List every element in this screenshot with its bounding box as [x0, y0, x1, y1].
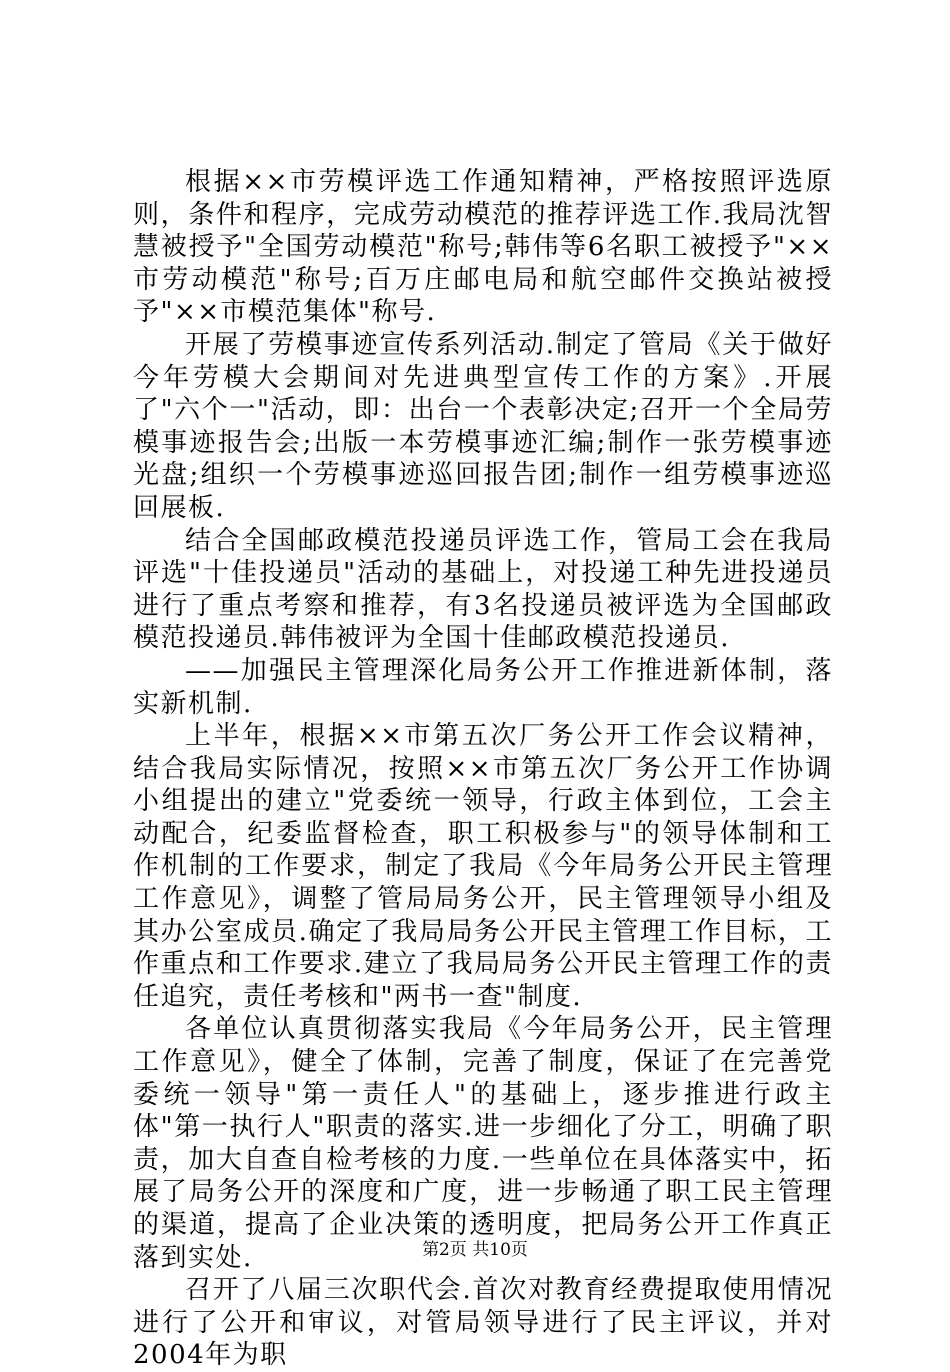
document-body — [133, 166, 833, 1372]
paragraph-model-worker-selection: 根据××市劳模评选工作通知精神，严格按照评选原则，条件和程序，完成劳动模范的推荐评选工作.我局沈智慧被授予"全国劳动模范"称号;韩伟等6名职工被授予"××市劳动模范"称号;百万庄邮电局和航空邮件交换站被授予"××市模范集体"称号. — [133, 167, 833, 328]
page-footer: 第2页 共10页 — [422, 1240, 528, 1260]
paragraph-first-half-year: 上半年，根据××市第五次厂务公开工作会议精神，结合我局实际情况，按照××市第五次厂务公开工作协调小组提出的建立"党委统一领导，行政主体到位，工会主动配合，纪委监督检查，职工积极参与"的领导体制和工作机制的工作要求，制定了我局《今年局务公开民主管理工作意见》，调整了管局局务公开，民主管理领导小组及其办公室成员.确定了我局局务公开民主管理工作目标，工作重点和工作要求.建立了我局局务公开民主管理工作的责任追究，责任考核和"两书一查"制度. — [133, 721, 833, 1012]
paragraph-section-heading: ——加强民主管理深化局务公开工作推进新体制，落实新机制. — [133, 655, 833, 719]
paragraph-units-implementation: 各单位认真贯彻落实我局《今年局务公开，民主管理工作意见》，健全了体制，完善了制度，保证了在完善党委统一领导"第一责任人"的基础上，逐步推进行政主体"第一执行人"职责的落实.进一步细化了分工，明确了职责，加大自查自检考核的力度.一些单位在具体落实中，拓展了局务公开的深度和广度，进一步畅通了职工民主管理的渠道，提高了企业决策的透明度，把局务公开工作真正落到实处. — [133, 1014, 833, 1273]
paragraph-model-worker-publicity: 开展了劳模事迹宣传系列活动.制定了管局《关于做好今年劳模大会期间对先进典型宣传工作的方案》.开展了"六个一"活动，即：出台一个表彰决定;召开一个全局劳模事迹报告会;出版一本劳模事迹汇编;制作一张劳模事迹光盘;组织一个劳模事迹巡回报告团;制作一组劳模事迹巡回展板. — [133, 329, 833, 523]
paragraph-postal-courier-selection: 结合全国邮政模范投递员评选工作，管局工会在我局评选"十佳投递员"活动的基础上，对投递工种先进投递员进行了重点考察和推荐，有3名投递员被评选为全国邮政模范投递员.韩伟被评为全国十佳邮政模范投递员. — [133, 525, 833, 654]
paragraph-workers-congress: 召开了八届三次职代会.首次对教育经费提取使用情况进行了公开和审议，对管局领导进行了民主评议，并对2004年为职 — [133, 1275, 833, 1371]
